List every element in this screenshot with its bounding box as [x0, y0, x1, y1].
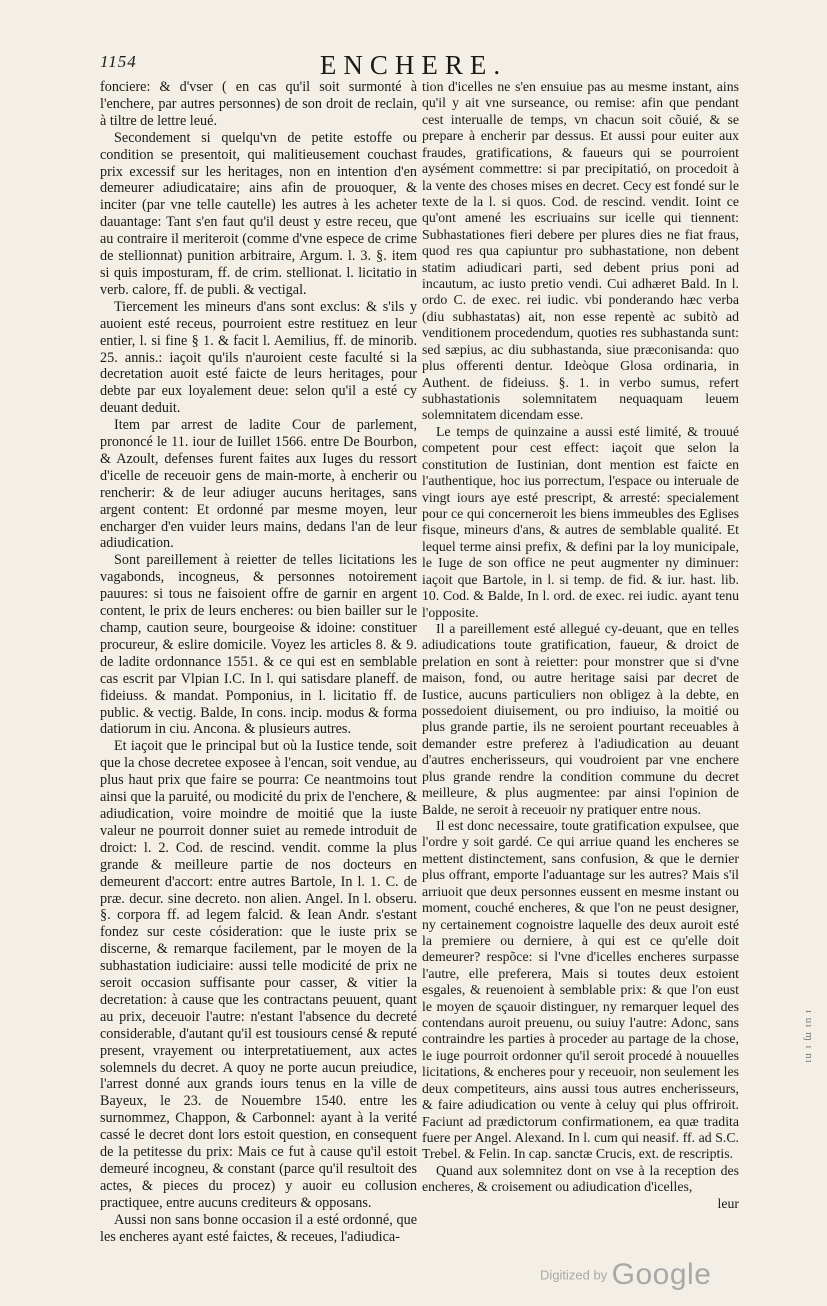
left-column	[100, 79, 417, 1246]
paragraph: Il est donc necessaire, toute gratification expulsee, que l'ordre y soit gardé. Ce qui arriue quand les encheres se mettent distinctement, sans confusion, & que le dernier plus offrant, emporte l'aduantage sur les autres? Mais s'il arriuoit que deux personnes eussent en mesme instant ou moment, couché encheres, & que l'on ne peust designer, ny certainement cognoistre laquelle des deux auroit esté la premiere ou derniere, à qui est ce qu'elle doit demeurer? respõce: si l'vne d'icelles encheres surpasse l'autre, elle preferera, Mais si toutes deux estoient esgales, & reuenoient à semblable prix: & que l'on eust le moyen de sçauoir distinguer, ny remarquer lequel des contendans auroit preuenu, ou suiuy l'autre: Adonc, sans contraindre les parties à proceder au partage de la chose, le iuge pourroit ordonner qu'il seroit procedé à nouuelles licitations, & encheres pour y receuoir, non seulement les deux competiteurs, ains aussi tous autres encherisseurs, & faire adiudication ou vente à celuy qui plus offriroit. Faciunt ad prædictorum confirmationem, ea quæ tradita fuere per Angel. Alexand. In l. cum qui neasif. ff. ad S.C. Trebel. & Felin. In cap. sanctæ Crucis, ext. de rescriptis.	[422, 817, 739, 1162]
paragraph: Aussi non sans bonne occasion il a esté ordonné, que les encheres ayant esté faictes, & receues, l'adiudica-	[100, 1211, 417, 1245]
right-column	[422, 79, 739, 1212]
paragraph: Quand aux solemnitez dont on vse à la reception des encheres, & croisement ou adiudication d'icelles,	[422, 1162, 739, 1195]
margin-marks	[795, 1010, 819, 1200]
paragraph: Tiercement les mineurs d'ans sont exclus: & s'ils y auoient esté receus, pourroient estre restituez en leur entier, l. si fine § 1. & facit l. Aemilius, ff. de minorib. 25. annis.: iaçoit qu'ils n'auroient ceste faculté si la decretation auoit esté faicte de leurs heritages, pour debte par eux loyalement deue: selon qu'il a esté cy deuant deduit.	[100, 298, 417, 417]
paragraph: Sont pareillement à reietter de telles licitations les vagabonds, incogneus, & personnes notoirement pauures: si tous ne faisoient offre de garnir en argent content, le prix de leurs encheres: ou bien bailler sur le champ, caution seure, bourgeoise & idoine: constituer procureur, & eslire domicile. Voyez les articles 8. & 9. de ladite ordonnance 1551. & ce qui est en semblable cas escrit par Vlpian I.C. In l. qui satisdare planeff. de fideiuss. & mandat. Pomponius, in l. licitatio ff. de public. & vectig. Balde, In cons. incip. modus & forma datiorum in ciu. Ancona. & plusieurs autres.	[100, 552, 417, 738]
google-logo-text: Google	[611, 1258, 712, 1291]
catchword: leur	[717, 1195, 739, 1211]
digitized-by-watermark	[540, 1258, 711, 1292]
paragraph: fonciere: & d'vser ( en cas qu'il soit surmonté à l'enchere, par autres personnes) de son droit de reclain, à tiltre de lettre leué.	[100, 79, 417, 129]
paragraph: tion d'icelles ne s'en ensuiue pas au mesme instant, ains qu'il y ait vne surseance, ou remise: afin que pendant cest interualle de temps, vn chacun soit cõuié, & se prepare à encherir par dessus. Et aussi pour euiter aux fraudes, gratifications, & faueurs qui se pourroient aysément commettre: si par precipitatió, on procedoit à la vente des choses mises en decret. Cecy est fondé sur le texte de la l. si quos. Cod. de rescind. vendit. Ioint ce qu'ont amené les escriuains sur icelle qui tiennent: Subhastationes fieri debere per plures dies ne fiat fraus, quod res qua capiuntur pro subhastatione, non debent statim adiudicari parti, sed debent prius poni ad incautum, ac iusto pretio vendi. Cui adhæret Bald. In l. ordo C. de exec. rei iudic. vbi ponderando hæc verba (diu subhastatas) ait, non esse repentè ac subitò ad venditionem procedendum, quoties res subhastanda sunt: sed sæpius, ac diu subhastanda, siue præconisanda: quo plus offerenti dentur. Ideòque Glosa ordinaria, in Authent. de fideiuss. §. 1. in verbo sumus, refert subhastationis solemnitatem nequaquam leuem solemnitatem dicendam esse.	[422, 79, 739, 423]
paragraph: Il a pareillement esté allegué cy-deuant, que en telles adiudications toute gratification, faueur, & droict de prelation en sont à reietter: pour monstrer que si d'vne maison, fond, ou autre heritage saisi par decret de Iustice, aucuns particuliers non obligez à la debte, en possedoient diuisement, ou pro indiuiso, la moitié ou plus grande partie, ils ne seroient pourtant receuables à demander estre preferez à l'adiudication au deuant d'autres encherisseurs, qui voudroient par vne enchere plus grande rendre la condition commune du decret meilleure, & plus augmentee: par ainsi l'opinion de Balde, ne seroit à receuoir ny pratiquer entre nous.	[422, 620, 739, 817]
paragraph: Secondement si quelqu'vn de petite estoffe ou condition se presentoit, qui malitieusement couchast prix excessif sur les heritages, non en intention d'en demeurer adiudicataire; ains afin de prouoquer, & inciter (par vne telle cautelle) les autres à les acheter dauantage: Tant s'en faut qu'il deust y estre receu, que au contraire il meriteroit (comme d'vne espece de crime de stellionnat) punition arbitraire, Argum. l. 3. §. item si quis imposturam, ff. de crim. stellionat. l. licitatio in verb. calore, ff. de publi. & vectigal.	[100, 129, 417, 298]
digitized-by-label: Digitized by	[540, 1267, 608, 1283]
page-number: 1154	[100, 52, 137, 71]
paragraph: Item par arrest de ladite Cour de parlement, prononcé le 11. iour de Iuillet 1566. entre De Bourbon, & Azoult, defenses furent faites aux Iuges du ressort d'icelle de receuoir gens de main-morte, à encherir ou rencherir: & de leur adiuger aucuns heritages, sans argent content: Et ordonné par mesme moyen, leur encharger d'en vuider leurs mains, dedans l'an de leur adiudication.	[100, 417, 417, 552]
paragraph: Et iaçoit que le principal but où la Iustice tende, soit que la chose decretee exposee à l'encan, soit vendue, au plus haut prix que faire se pourra: Ce neantmoins tout ainsi que la paruité, ou modicité du prix de l'enchere, & adiudication, voire moindre de moitié que la iuste valeur ne pourroit donner suiet au remede introduit de droict: l. 2. Cod. de rescind. vendit. comme la plus grande & meilleure partie de nos docteurs en demeurent d'accort: entre autres Bartole, In l. 1. C. de præ. decur. sine decreto. non alien. Angel. In l. obseru. §. corpora ff. ad legem falcid. & Iean Andr. s'estant fondez sur ceste cósideration: que le iuste prix se discerne, & remarque facilement, par le moyen de la subhastation iudiciaire: aussi telle modicité de prix ne seroit occasion suffisante pour casser, & vitier la decretation: à cause que les contractans peuuent, quant au prix, deceuoir l'autre: n'estant l'absence du decreté considerable, d'autant qu'il est tousiours censé & reputé present, vrayement ou interpretatiuement, aux actes solemnels du decret. A quoy ne porte aucun preiudice, l'arrest donné aux grands iours tenus en la ville de Bayeux, le 23. de Nouembre 1540. entre les surnommez, Chappon, & Carbonnel: ayant à la verité cassé le decret dont lors estoit question, en consequent de la petitesse du prix: Mais ce fut à cause qu'il estoit demeuré incogneu, & constant (parce qu'il resultoit des actes, & pieces du procez) y auoir eu collusion practiquee, entre aucuns crediteurs & opposans.	[100, 738, 417, 1211]
margin-mark-text: ı uı ɱ ı nı	[803, 1010, 815, 1064]
running-head: ENCHERE.	[319, 50, 508, 80]
paragraph: Le temps de quinzaine a aussi esté limité, & trouué competent pour cest effect: iaçoit que selon la constitution de Iustinian, dont mention est faicte en l'authentique, hoc ius porrectum, l'espace ou interuale de vingt iours aye esté prescript, & arresté: specialement pour ce qui concerneroit les biens immeubles des Eglises fisque, mineurs d'ans, & autres de semblable qualité. Et lequel terme ainsi prefix, & defini par la loy municipale, le Iuge de son office ne peut augmenter ny diminuer: iaçoit que Bartole, in l. si temp. de fid. & iur. hast. lib. 10. Cod. & Balde, In l. ord. de exec. rei iudic. ayant tenu l'opposite.	[422, 423, 739, 620]
